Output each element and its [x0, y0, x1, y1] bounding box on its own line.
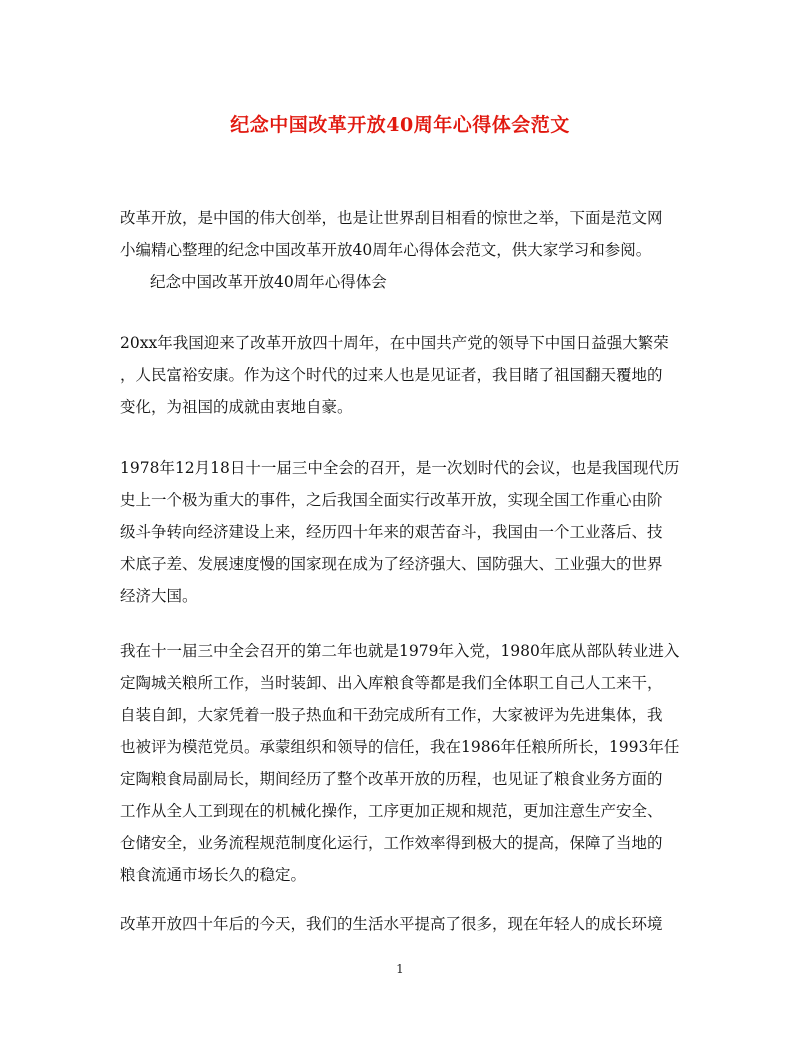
paragraph-4 [120, 908, 680, 940]
paragraph-line: 粮食流通市场长久的稳定。 [120, 866, 307, 884]
paragraph-line: 1978年12月18日十一届三中全会的召开，是一次划时代的会议，也是我国现代历 [120, 459, 680, 477]
paragraph-line: 改革开放四十年后的今天，我们的生活水平提高了很多，现在年轻人的成长环境 [120, 915, 663, 933]
paragraph-line: 我在十一届三中全会召开的第二年也就是1979年入党，1980年底从部队转业进入 [120, 642, 680, 660]
paragraph-line: 史上一个极为重大的事件，之后我国全面实行改革开放，实现全国工作重心由阶 [120, 491, 663, 509]
paragraph-line: 级斗争转向经济建设上来，经历四十年来的艰苦奋斗，我国由一个工业落后、技 [120, 523, 663, 541]
paragraph-line: 术底子差、发展速度慢的国家现在成为了经济强大、国防强大、工业强大的世界 [120, 555, 663, 573]
page-number: 1 [396, 962, 404, 976]
paragraph-2 [120, 452, 680, 612]
paragraph-line: 20xx年我国迎来了改革开放四十周年，在中国共产党的领导下中国日益强大繁荣 [120, 334, 669, 352]
subheading: 纪念中国改革开放40周年心得体会 [150, 273, 387, 291]
intro-line: 改革开放，是中国的伟大创举，也是让世界刮目相看的惊世之举，下面是范文网 [120, 209, 663, 227]
paragraph-line: 变化，为祖国的成就由衷地自豪。 [120, 398, 353, 416]
intro-line: 小编精心整理的纪念中国改革开放40周年心得体会范文，供大家学习和参阅。 [120, 241, 652, 259]
paragraph-line: 定陶粮食局副局长，期间经历了整个改革开放的历程，也见证了粮食业务方面的 [120, 770, 663, 788]
paragraph-line: 自装自卸，大家凭着一股子热血和干劲完成所有工作，大家被评为先进集体，我 [120, 706, 663, 724]
paragraph-1 [120, 327, 680, 423]
paragraph-line: 仓储安全，业务流程规范制度化运行，工作效率得到极大的提高，保障了当地的 [120, 834, 663, 852]
paragraph-line: 经济大国。 [120, 587, 198, 605]
paragraph-line: 工作从全人工到现在的机械化操作，工序更加正规和规范，更加注意生产安全、 [120, 802, 663, 820]
document-title: 纪念中国改革开放40周年心得体会范文 [230, 114, 570, 136]
paragraph-line: ，人民富裕安康。作为这个时代的过来人也是见证者，我目睹了祖国翻天覆地的 [120, 366, 663, 384]
paragraph-line: 定陶城关粮所工作，当时装卸、出入库粮食等都是我们全体职工自己人工来干， [120, 674, 663, 692]
paragraph-3 [120, 635, 680, 891]
intro-paragraph [120, 202, 680, 298]
paragraph-line: 也被评为模范党员。承蒙组织和领导的信任，我在1986年任粮所所长，1993年任 [120, 738, 680, 756]
